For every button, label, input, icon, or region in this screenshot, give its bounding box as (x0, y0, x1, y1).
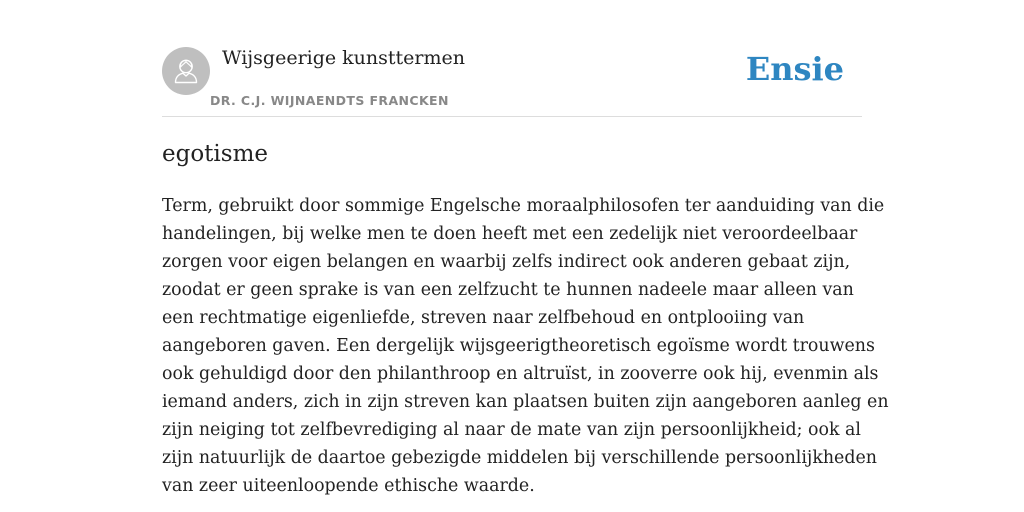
body-line: zorgen voor eigen belangen en waarbij zelfs indirect ook anderen gebaat zijn, (162, 252, 851, 272)
entry-body (162, 192, 889, 500)
body-line: zijn neiging tot zelfbevrediging al naar de mate van zijn persoonlijkheid; ook al (162, 420, 861, 440)
body-line: een rechtmatige eigenliefde, streven naar zelfbehoud en ontplooiing van (162, 308, 805, 328)
body-line: iemand anders, zich in zijn streven kan plaatsen buiten zijn aangeboren aanleg en (162, 392, 889, 412)
user-outline-icon (162, 47, 210, 95)
body-line: Term, gebruikt door sommige Engelsche moraalphilosofen ter aanduiding van die (162, 196, 885, 216)
body-line: ook gehuldigd door den philanthroop en altruïst, in zooverre ook hij, evenmin als (162, 364, 879, 384)
body-line: zijn natuurlijk de daartoe gebezigde middelen bij verschillende persoonlijkheden (162, 448, 877, 468)
avatar[interactable] (162, 47, 210, 95)
page (162, 0, 889, 512)
source-title[interactable]: Wijsgeerige kunsttermen (222, 47, 466, 69)
brand-logo[interactable]: Ensie (745, 50, 844, 88)
entry-title: egotisme (162, 141, 269, 167)
body-line: aangeboren gaven. Een dergelijk wijsgeerigtheoretisch egoïsme wordt trouwens (162, 336, 875, 356)
body-line: van zeer uiteenloopende ethische waarde. (162, 476, 535, 496)
author-name[interactable]: DR. C.J. WIJNAENDTS FRANCKEN (210, 93, 449, 108)
body-line: zoodat er geen sprake is van een zelfzucht te hunnen nadeele maar alleen van (162, 280, 854, 300)
body-line: handelingen, bij welke men te doen heeft met een zedelijk niet veroordeelbaar (162, 224, 858, 244)
header (162, 0, 862, 117)
